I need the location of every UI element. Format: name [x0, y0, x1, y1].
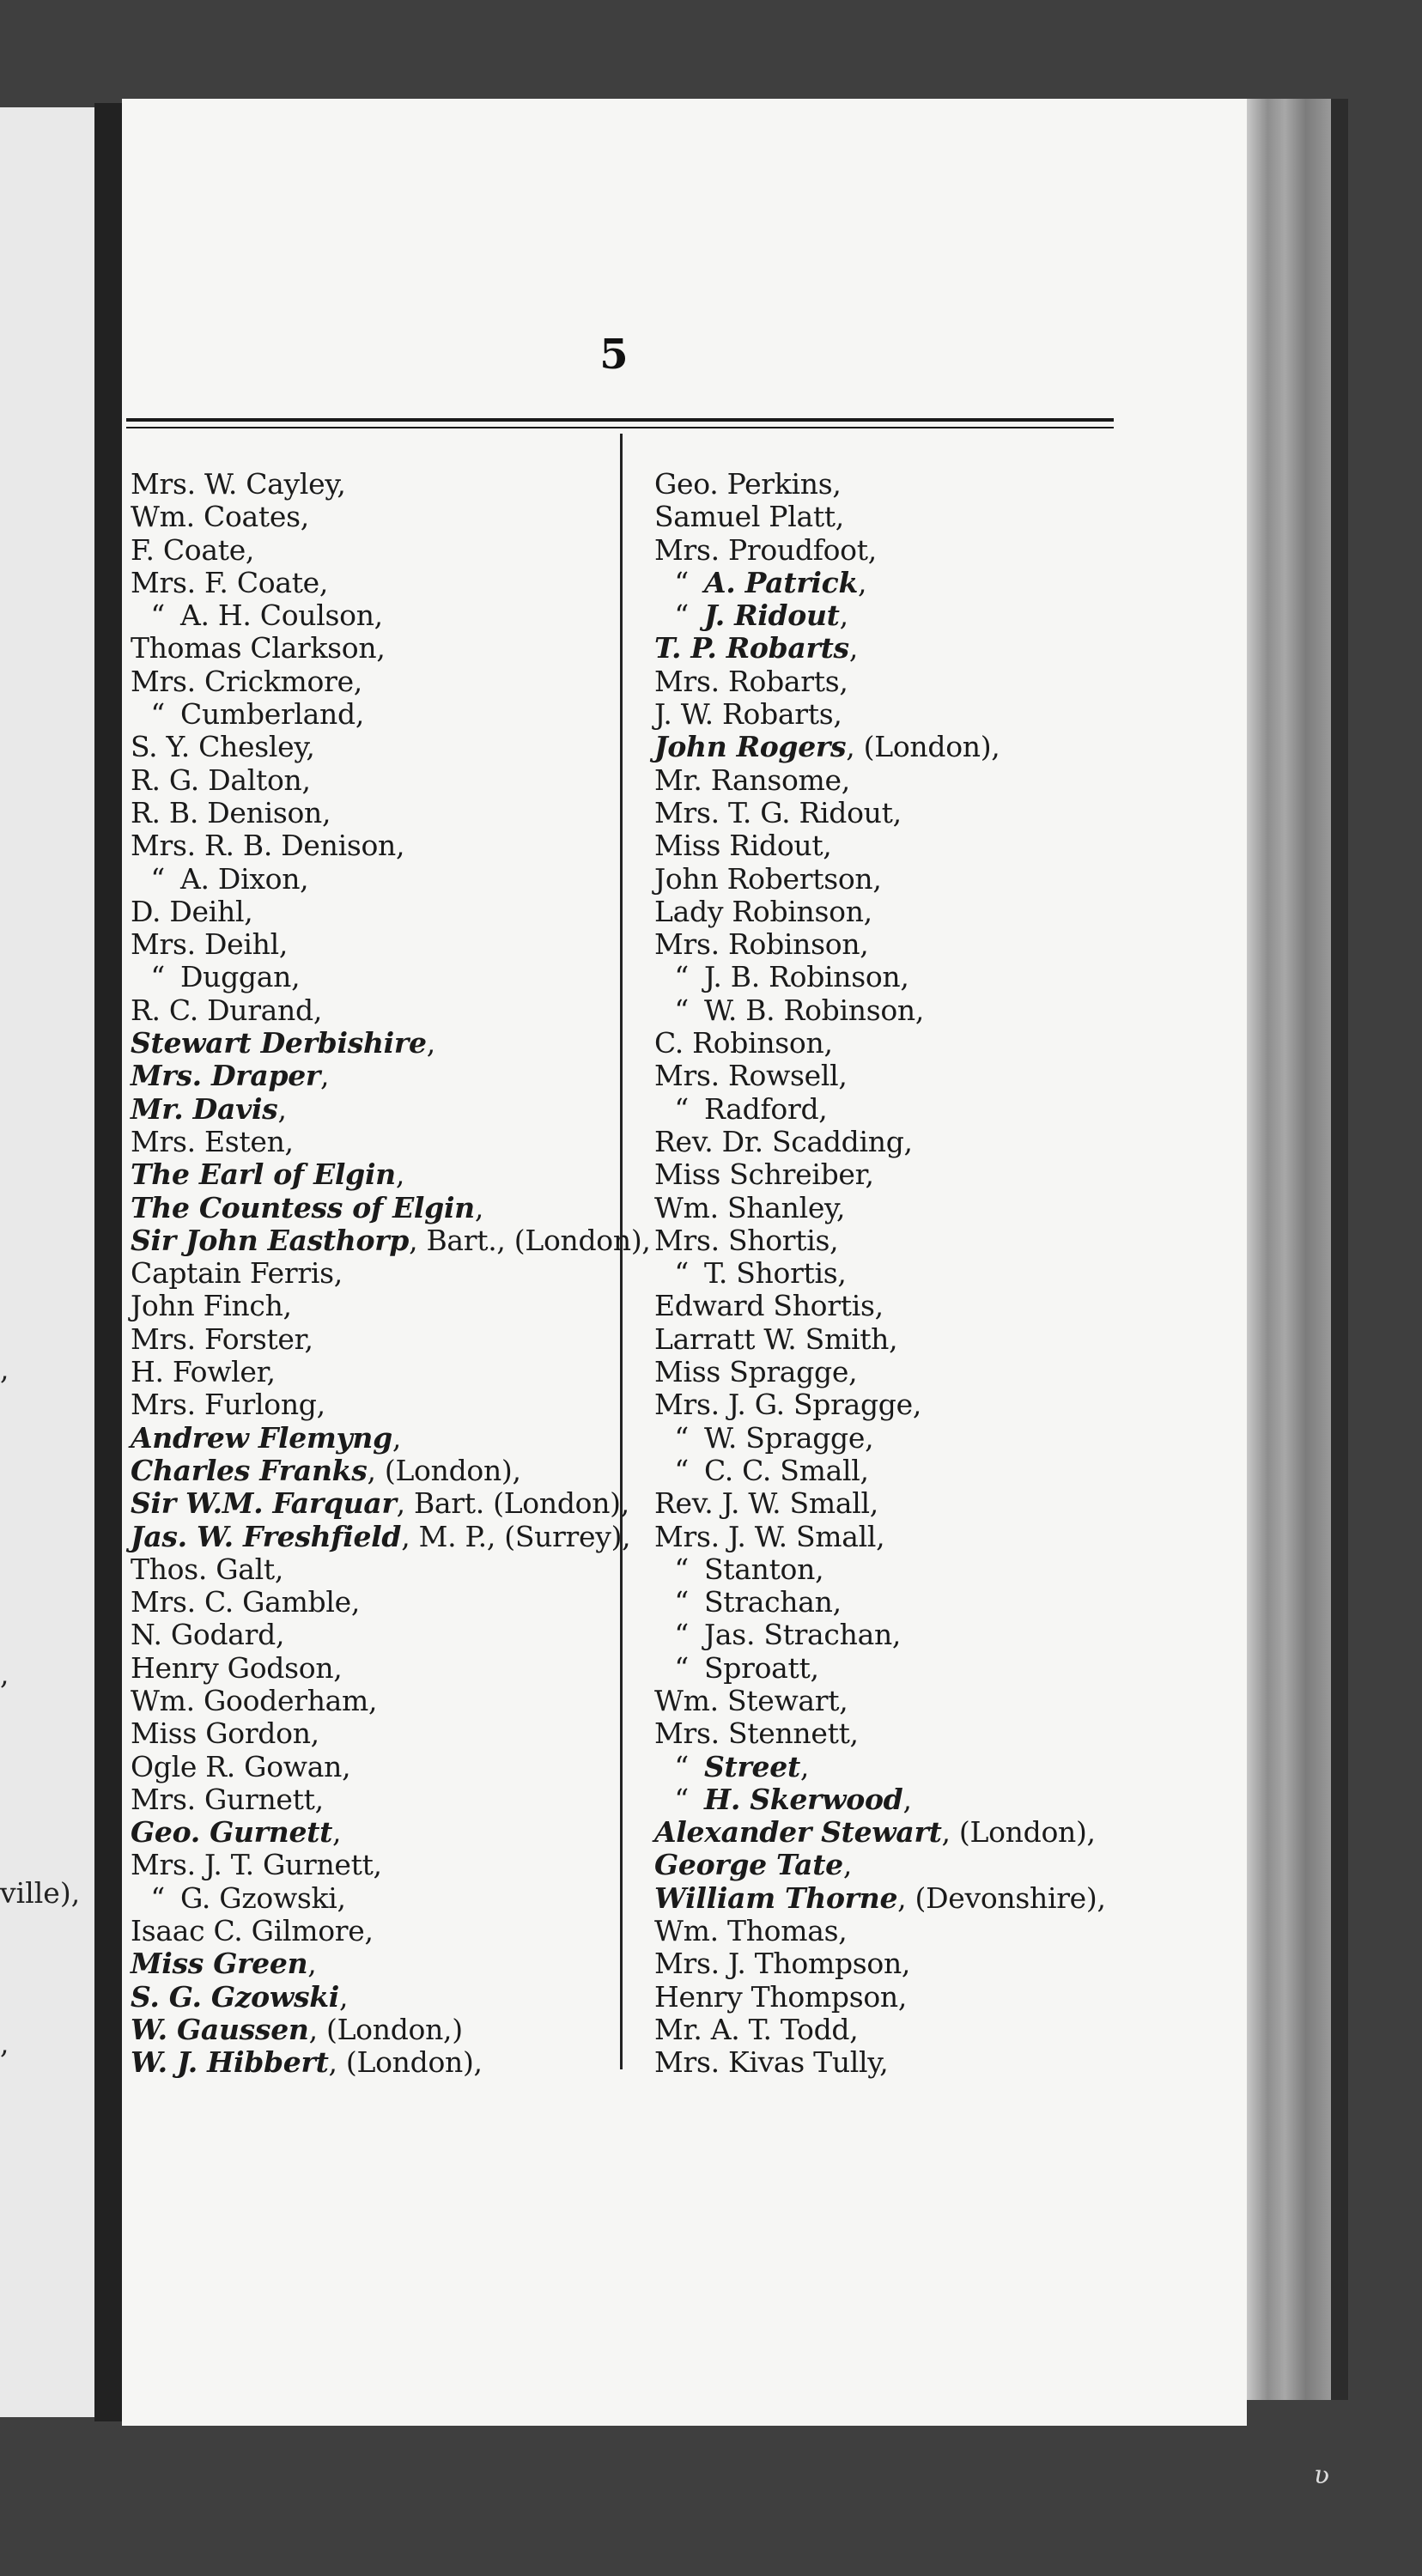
- subscriber-text: N. Godard,: [131, 1618, 285, 1652]
- subscriber-entry: [654, 928, 1135, 961]
- subscriber-text: J. B. Robinson,: [704, 960, 909, 994]
- subscriber-entry: [131, 1981, 616, 2014]
- subscriber-text: , (Devonshire),: [897, 1880, 1106, 1915]
- ditto-mark: “: [674, 1749, 689, 1783]
- subscriber-text: Henry Godson,: [131, 1650, 343, 1685]
- subscriber-entry: [131, 1027, 616, 1060]
- subscriber-entry: [654, 1981, 1135, 2014]
- subscriber-text: Geo. Perkins,: [654, 467, 842, 501]
- subscriber-name-italic: George Tate: [654, 1848, 843, 1882]
- book-gutter: [94, 103, 122, 2421]
- ditto-mark: “: [674, 1420, 689, 1455]
- subscriber-text: ,: [307, 1947, 317, 1981]
- subscriber-entry: [654, 698, 1135, 731]
- subscriber-entry: [654, 896, 1135, 928]
- subscriber-text: Mrs. J. Thompson,: [654, 1947, 911, 1981]
- subscriber-text: ,: [392, 1420, 402, 1455]
- subscriber-entry: [654, 863, 1135, 896]
- subscriber-entry: [654, 1586, 1135, 1619]
- subscriber-entry: [131, 1783, 616, 1816]
- subscriber-entry: [131, 1158, 616, 1191]
- page-number: 5: [599, 331, 629, 379]
- header-rule-thick: [126, 418, 1114, 422]
- ditto-mark: “: [150, 861, 165, 896]
- subscriber-text: F. Coate,: [131, 532, 255, 567]
- subscriber-text: Captain Ferris,: [131, 1256, 343, 1291]
- ditto-mark: “: [150, 697, 165, 732]
- subscriber-text: Strachan,: [704, 1585, 842, 1619]
- subscriber-name-italic: William Thorne: [654, 1880, 898, 1915]
- subscriber-entry: [654, 599, 1135, 632]
- subscriber-text: A. Dixon,: [180, 861, 309, 896]
- subscriber-entry: [654, 1257, 1135, 1290]
- subscriber-entry: [654, 1192, 1135, 1224]
- subscriber-text: W. Spragge,: [704, 1420, 874, 1455]
- subscriber-text: Larratt W. Smith,: [654, 1321, 898, 1356]
- subscriber-entry: [654, 1290, 1135, 1322]
- subscriber-text: John Robertson,: [654, 861, 882, 896]
- subscriber-text: , Bart. (London),: [396, 1486, 629, 1521]
- subscriber-entry: [654, 1027, 1135, 1060]
- subscriber-entry: [131, 2014, 616, 2046]
- facing-page-fragment: ,: [0, 1657, 9, 1691]
- subscriber-entry: [131, 632, 616, 665]
- subscriber-text: , (London,): [308, 2012, 463, 2046]
- subscriber-text: John Finch,: [131, 1289, 292, 1323]
- subscriber-text: Wm. Stewart,: [654, 1683, 848, 1717]
- subscriber-entry: [654, 1422, 1135, 1455]
- subscriber-entry: [654, 468, 1135, 501]
- subscriber-text: Ogle R. Gowan,: [131, 1749, 351, 1783]
- subscriber-entry: [654, 1619, 1135, 1651]
- subscriber-entry: [131, 1455, 616, 1487]
- subscriber-entry: [131, 1915, 616, 1947]
- subscriber-entry: [131, 501, 616, 533]
- subscriber-entry: [131, 2046, 616, 2079]
- subscriber-entry: [654, 1947, 1135, 1980]
- subscriber-text: Mrs. J. W. Small,: [654, 1519, 885, 1553]
- subscriber-text: Miss Ridout,: [654, 829, 832, 863]
- subscriber-name-italic: Stewart Derbishire: [131, 1026, 427, 1060]
- subscriber-text: Mrs. Proudfoot,: [654, 532, 877, 567]
- facing-page-fragment: ,: [0, 1352, 9, 1386]
- subscriber-entry: [654, 764, 1135, 797]
- subscriber-text: A. H. Coulson,: [180, 598, 383, 633]
- subscriber-entry: [654, 1356, 1135, 1388]
- subscriber-entry: [654, 961, 1135, 993]
- subscriber-text: , (London),: [941, 1815, 1096, 1850]
- subscriber-text: , Bart., (London),: [409, 1223, 651, 1257]
- subscriber-entry: [131, 567, 616, 599]
- subscriber-text: Radford,: [704, 1091, 828, 1126]
- subscriber-entry: [131, 1290, 616, 1322]
- ditto-mark: “: [674, 993, 689, 1027]
- subscriber-name-italic: T. P. Robarts: [654, 631, 849, 665]
- subscriber-text: C. Robinson,: [654, 1026, 833, 1060]
- ditto-mark: “: [674, 960, 689, 994]
- subscriber-text: Mrs. Deihl,: [131, 927, 289, 962]
- subscriber-entry: [654, 534, 1135, 567]
- ditto-mark: “: [150, 598, 165, 633]
- subscriber-entry: [131, 665, 616, 698]
- subscriber-text: W. B. Robinson,: [704, 993, 925, 1027]
- ditto-mark: “: [674, 1091, 689, 1126]
- subscriber-name-italic: Alexander Stewart: [654, 1815, 942, 1850]
- ditto-mark: “: [674, 1453, 689, 1487]
- subscriber-entry: [131, 1816, 616, 1849]
- subscriber-name-italic: Charles Franks: [131, 1453, 368, 1487]
- subscriber-name-italic: H. Skerwood: [704, 1782, 903, 1816]
- subscriber-entry: [131, 468, 616, 501]
- subscriber-text: , (London),: [846, 730, 1000, 764]
- subscriber-text: ,: [395, 1157, 405, 1192]
- subscriber-entry: [131, 1126, 616, 1158]
- subscriber-text: Mrs. R. B. Denison,: [131, 829, 405, 863]
- subscriber-name-italic: Mr. Davis: [131, 1091, 278, 1126]
- subscriber-name-italic: W. J. Hibbert: [131, 2045, 329, 2080]
- subscriber-text: Mrs. Shortis,: [654, 1223, 839, 1257]
- subscriber-text: Sproatt,: [704, 1650, 819, 1685]
- subscriber-entry: [654, 1751, 1135, 1783]
- subscriber-entry: [654, 1323, 1135, 1356]
- subscriber-text: Mrs. Gurnett,: [131, 1782, 324, 1816]
- subscriber-text: ,: [839, 598, 848, 633]
- subscriber-entry: [654, 1388, 1135, 1421]
- subscriber-text: Thomas Clarkson,: [131, 631, 386, 665]
- subscriber-entry: [654, 1685, 1135, 1717]
- ditto-mark: “: [150, 1880, 165, 1915]
- subscriber-text: Mrs. Forster,: [131, 1321, 313, 1356]
- subscriber-entry: [654, 632, 1135, 665]
- scan-corner-mark: ʋ: [1314, 2460, 1330, 2490]
- subscriber-text: Wm. Coates,: [131, 500, 309, 534]
- ditto-mark: “: [674, 598, 689, 633]
- ditto-mark: “: [674, 1782, 689, 1816]
- subscriber-entry: [654, 1521, 1135, 1553]
- facing-page-edge: [0, 107, 94, 2417]
- book-cover-edge: [1331, 99, 1348, 2400]
- subscriber-text: Miss Schreiber,: [654, 1157, 874, 1192]
- subscriber-name-italic: W. Gaussen: [131, 2012, 309, 2046]
- subscriber-entry: [654, 665, 1135, 698]
- subscriber-text: Isaac C. Gilmore,: [131, 1914, 374, 1948]
- subscriber-text: ,: [848, 631, 859, 665]
- subscriber-name-italic: Sir W.M. Farquar: [131, 1486, 397, 1521]
- subscriber-entry: [131, 1619, 616, 1651]
- subscriber-entry: [654, 567, 1135, 599]
- header-rule-thin: [126, 427, 1114, 428]
- subscriber-text: Mrs. J. T. Gurnett,: [131, 1848, 382, 1882]
- subscriber-text: Wm. Shanley,: [654, 1190, 846, 1224]
- subscriber-name-italic: John Rogers: [654, 730, 847, 764]
- subscriber-text: ,: [474, 1190, 484, 1224]
- subscriber-name-italic: S. G. Gzowski: [131, 1979, 340, 2014]
- subscriber-name-italic: Andrew Flemyng: [131, 1420, 392, 1455]
- subscriber-text: Cumberland,: [180, 697, 365, 732]
- subscriber-entry: [654, 1224, 1135, 1257]
- subscriber-entry: [654, 731, 1135, 763]
- subscriber-text: Henry Thompson,: [654, 1979, 908, 2014]
- subscriber-text: Duggan,: [180, 960, 301, 994]
- subscriber-text: Wm. Gooderham,: [131, 1683, 378, 1717]
- subscriber-entry: [654, 2014, 1135, 2046]
- subscriber-entry: [654, 1126, 1135, 1158]
- subscriber-entry: [131, 1882, 616, 1915]
- subscriber-text: Lady Robinson,: [654, 894, 872, 928]
- subscriber-text: H. Fowler,: [131, 1355, 276, 1389]
- subscriber-text: Mrs. Furlong,: [131, 1388, 325, 1422]
- ditto-mark: “: [674, 1585, 689, 1619]
- subscriber-entry: [131, 1356, 616, 1388]
- ditto-mark: “: [150, 960, 165, 994]
- facing-page-fragment: ,: [0, 2026, 9, 2060]
- subscriber-entry: [131, 1323, 616, 1356]
- subscriber-text: Mr. Ransome,: [654, 762, 850, 797]
- subscriber-entry: [654, 797, 1135, 829]
- subscriber-text: G. Gzowski,: [180, 1880, 346, 1915]
- subscriber-text: ,: [332, 1815, 342, 1850]
- subscriber-text: , (London),: [328, 2045, 483, 2080]
- subscriber-entry: [131, 797, 616, 829]
- subscriber-text: Mrs. Rowsell,: [654, 1059, 848, 1093]
- subscriber-text: Mrs. Robarts,: [654, 664, 848, 698]
- page-stack-edge: [1247, 99, 1331, 2400]
- subscriber-name-italic: A. Patrick: [704, 565, 859, 599]
- subscriber-entry: [131, 961, 616, 993]
- subscriber-entry: [131, 1717, 616, 1750]
- ditto-mark: “: [674, 1256, 689, 1291]
- subscriber-name-italic: Geo. Gurnett: [131, 1815, 333, 1850]
- subscriber-text: S. Y. Chesley,: [131, 730, 315, 764]
- subscriber-text: Wm. Thomas,: [654, 1914, 848, 1948]
- subscriber-list-right-column: [654, 468, 1135, 2080]
- subscriber-text: Mrs. Crickmore,: [131, 664, 362, 698]
- ditto-mark: “: [674, 1650, 689, 1685]
- subscriber-entry: [654, 829, 1135, 862]
- subscriber-entry: [131, 599, 616, 632]
- subscriber-entry: [131, 928, 616, 961]
- subscriber-text: R. C. Durand,: [131, 993, 323, 1027]
- subscriber-entry: [131, 731, 616, 763]
- subscriber-entry: [654, 1816, 1135, 1849]
- subscriber-entry: [654, 1717, 1135, 1750]
- subscriber-name-italic: Street: [704, 1749, 800, 1783]
- subscriber-list-left-column: [131, 467, 651, 2080]
- subscriber-text: Mrs. Robinson,: [654, 927, 869, 962]
- subscriber-text: Samuel Platt,: [654, 500, 844, 534]
- subscriber-entry: [131, 1422, 616, 1455]
- ditto-mark: “: [674, 1618, 689, 1652]
- facing-page-fragment: ville),: [0, 1876, 81, 1910]
- subscriber-text: Mrs. Esten,: [131, 1124, 294, 1158]
- ditto-mark: “: [674, 1552, 689, 1586]
- subscriber-text: Mrs. F. Coate,: [131, 565, 329, 599]
- subscriber-entry: [654, 2046, 1135, 2079]
- subscriber-text: D. Deihl,: [131, 894, 253, 928]
- subscriber-text: ,: [842, 1848, 853, 1882]
- subscriber-name-italic: J. Ridout: [704, 598, 840, 633]
- subscriber-name-italic: Mrs. Draper: [131, 1059, 321, 1093]
- subscriber-text: Edward Shortis,: [654, 1289, 884, 1323]
- subscriber-entry: [654, 1882, 1135, 1915]
- subscriber-entry: [131, 1586, 616, 1619]
- subscriber-name-italic: The Countess of Elgin: [131, 1190, 475, 1224]
- subscriber-text: Mrs. Kivas Tully,: [654, 2045, 889, 2080]
- subscriber-text: C. C. Small,: [704, 1453, 869, 1487]
- subscriber-text: R. G. Dalton,: [131, 762, 311, 797]
- subscriber-entry: [654, 1915, 1135, 1947]
- subscriber-entry: [131, 1192, 616, 1224]
- subscriber-text: Rev. J. W. Small,: [654, 1486, 878, 1521]
- subscriber-text: Thos. Galt,: [131, 1552, 284, 1586]
- subscriber-name-italic: Sir John Easthorp: [131, 1223, 410, 1257]
- subscriber-entry: [654, 1652, 1135, 1685]
- subscriber-entry: [654, 1783, 1135, 1816]
- ditto-mark: “: [674, 565, 689, 599]
- subscriber-text: Stanton,: [704, 1552, 824, 1586]
- subscriber-text: , M. P., (Surrey),: [401, 1519, 631, 1553]
- subscriber-entry: [654, 1158, 1135, 1191]
- subscriber-text: Mrs. J. G. Spragge,: [654, 1388, 922, 1422]
- subscriber-text: ,: [426, 1026, 435, 1060]
- subscriber-entry: [131, 994, 616, 1027]
- subscriber-text: Miss Gordon,: [131, 1716, 319, 1751]
- subscriber-text: ,: [902, 1782, 912, 1816]
- subscriber-entry: [131, 1947, 616, 1980]
- subscriber-entry: [131, 896, 616, 928]
- subscriber-entry: [654, 501, 1135, 533]
- subscriber-text: ,: [858, 565, 867, 599]
- subscriber-text: , (London),: [367, 1453, 521, 1487]
- subscriber-entry: [131, 1519, 631, 1553]
- subscriber-text: Rev. Dr. Scadding,: [654, 1124, 913, 1158]
- subscriber-entry: [654, 1487, 1135, 1520]
- subscriber-entry: [654, 1849, 1135, 1881]
- subscriber-entry: [131, 1257, 616, 1290]
- subscriber-text: Mr. A. T. Todd,: [654, 2012, 859, 2046]
- subscriber-name-italic: The Earl of Elgin: [131, 1157, 396, 1192]
- subscriber-text: Jas. Strachan,: [704, 1618, 902, 1652]
- subscriber-name-italic: Miss Green: [131, 1947, 308, 1981]
- subscriber-entry: [131, 1223, 651, 1257]
- subscriber-text: Miss Spragge,: [654, 1355, 858, 1389]
- subscriber-text: ,: [339, 1979, 349, 2014]
- subscriber-text: T. Shortis,: [704, 1256, 847, 1291]
- subscriber-entry: [131, 534, 616, 567]
- subscriber-text: Mrs. W. Cayley,: [131, 467, 346, 501]
- subscriber-entry: [131, 1652, 616, 1685]
- subscriber-entry: [131, 1093, 616, 1126]
- subscriber-entry: [654, 994, 1135, 1027]
- subscriber-entry: [131, 829, 616, 862]
- subscriber-entry: [131, 1553, 616, 1586]
- subscriber-text: Mrs. C. Gamble,: [131, 1585, 361, 1619]
- subscriber-text: ,: [277, 1091, 287, 1126]
- subscriber-entry: [131, 1486, 629, 1521]
- subscriber-entry: [654, 1553, 1135, 1586]
- subscriber-entry: [654, 1060, 1135, 1092]
- subscriber-entry: [131, 1060, 616, 1092]
- subscriber-entry: [131, 1685, 616, 1717]
- subscriber-entry: [131, 863, 616, 896]
- subscriber-text: Mrs. T. G. Ridout,: [654, 795, 902, 829]
- subscriber-text: Mrs. Stennett,: [654, 1716, 859, 1751]
- subscriber-text: J. W. Robarts,: [654, 697, 842, 732]
- subscriber-entry: [654, 1455, 1135, 1487]
- subscriber-entry: [131, 698, 616, 731]
- subscriber-entry: [654, 1093, 1135, 1126]
- subscriber-text: R. B. Denison,: [131, 795, 331, 829]
- subscriber-entry: [131, 1388, 616, 1421]
- subscriber-entry: [131, 1849, 616, 1881]
- subscriber-text: ,: [799, 1749, 810, 1783]
- subscriber-name-italic: Jas. W. Freshfield: [131, 1519, 402, 1553]
- subscriber-entry: [131, 1751, 616, 1783]
- subscriber-text: ,: [320, 1059, 330, 1093]
- subscriber-entry: [131, 764, 616, 797]
